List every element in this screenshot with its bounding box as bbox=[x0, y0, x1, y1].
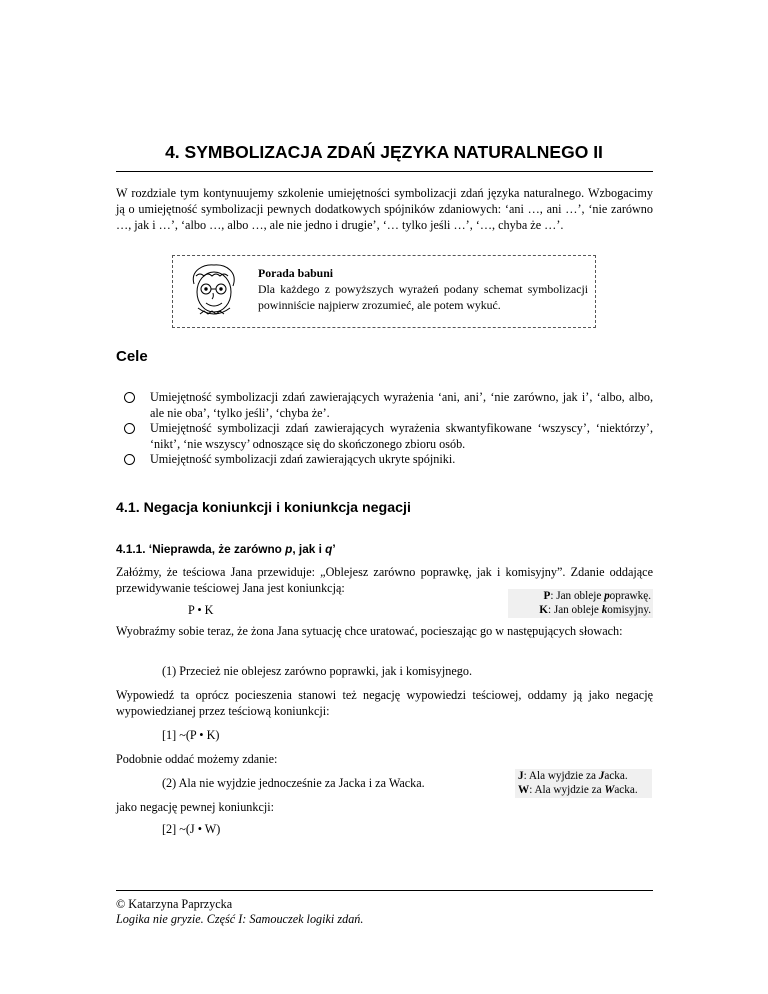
legend-emph: p bbox=[604, 590, 610, 602]
bullet-icon bbox=[124, 423, 135, 434]
legend-emph: k bbox=[601, 603, 608, 616]
legend-key: P bbox=[543, 590, 551, 602]
paragraph-5: jako negację pewnej koniunkcji: bbox=[116, 800, 275, 814]
advice-title: Porada babuni bbox=[258, 266, 334, 280]
chapter-title: 4. SYMBOLIZACJA ZDAŃ JĘZYKA NATURALNEGO II bbox=[165, 142, 603, 162]
section-heading: 4.1. Negacja koniunkcji i koniunkcja negacji bbox=[116, 500, 411, 516]
goal-text: Umiejętność symbolizacji zdań zawierających wyrażenia ‘ani, ani’, ‘nie zarówno, jak i’, ‘albo, albo, ale nie oba’, ‘tylko jeśli’, ‘chyba że’. bbox=[150, 390, 653, 420]
subheading-prefix: 4.1.1. ‘Nieprawda, że zarówno bbox=[116, 542, 286, 556]
bullet-icon bbox=[124, 454, 135, 465]
subheading-suffix: ’ bbox=[332, 542, 336, 556]
legend-text: : Jan obleje bbox=[550, 590, 605, 602]
footer-rule bbox=[116, 890, 653, 891]
example-2: (2) Ala nie wyjdzie jednocześnie za Jacka i za Wacka. bbox=[162, 776, 425, 790]
paragraph-4: Podobnie oddać możemy zdanie: bbox=[116, 752, 278, 766]
paragraph-1: Załóżmy, że teściowa Jana przewiduje: „Oblejesz zarówno poprawkę, jak i komisyjny”. Zdanie oddające przewidywanie teściowej Jana jest koniunkcją: bbox=[116, 565, 653, 595]
title-rule bbox=[116, 171, 653, 172]
legend-text: acka. bbox=[604, 770, 628, 782]
legend-emph: J bbox=[598, 770, 605, 782]
legend-text: oprawkę. bbox=[609, 590, 651, 602]
formula-1: P • K bbox=[188, 603, 214, 617]
legend-text: omisyjny. bbox=[607, 603, 651, 616]
legend-key: W bbox=[518, 783, 530, 796]
legend-emph: W bbox=[604, 783, 615, 796]
legend-key: J bbox=[518, 770, 524, 782]
subheading-p: p bbox=[285, 542, 293, 556]
advice-text: Dla każdego z powyższych wyrażeń podany schemat symbolizacji powinniście najpierw zrozumieć, ale potem wykuć. bbox=[258, 282, 588, 312]
grandma-icon bbox=[186, 262, 241, 320]
legend-2 bbox=[515, 769, 652, 798]
legend-text: : Jan obleje bbox=[547, 603, 602, 616]
subheading-mid: , jak i bbox=[292, 542, 326, 556]
bullet-icon bbox=[124, 392, 135, 403]
subheading-q: q bbox=[325, 542, 333, 556]
goals-heading: Cele bbox=[116, 348, 148, 365]
legend-text: acka. bbox=[614, 783, 638, 796]
goal-text: Umiejętność symbolizacji zdań zawierających wyrażenia skwantyfikowane ‘wszyscy’, ‘niektórzy’, ‘nikt’, ‘nie wszyscy’ odnoszące się do skończonego zbioru osób. bbox=[150, 421, 653, 451]
intro-paragraph: W rozdziale tym kontynuujemy szkolenie umiejętności symbolizacji zdań języka naturalnego. Wzbogacimy ją o umiejętność symbolizacji pewnych dodatkowych spójników zdaniowych: ‘ani …, ani …’, ‘nie zarówno …, jak i …’, ‘albo …, albo …, ale nie jedno i drugie’, ‘… tylko jeśli …’, ‘…, chyba że …’. bbox=[116, 186, 653, 232]
example-1: (1) Przecież nie oblejesz zarówno poprawki, jak i komisyjnego. bbox=[162, 664, 473, 678]
footer-book-title: Logika nie gryzie. Część I: Samouczek logiki zdań. bbox=[116, 912, 364, 926]
legend-text: : Ala wyjdzie za bbox=[529, 783, 605, 796]
paragraph-2: Wyobraźmy sobie teraz, że żona Jana sytuację chce uratować, pocieszając go w następujących słowach: bbox=[116, 624, 623, 638]
formula-3: [2] ~(J • W) bbox=[162, 822, 221, 836]
legend-1 bbox=[508, 589, 653, 618]
legend-key: K bbox=[539, 603, 548, 616]
goal-text: Umiejętność symbolizacji zdań zawierających ukryte spójniki. bbox=[150, 452, 456, 466]
legend-text: : Ala wyjdzie za bbox=[523, 770, 599, 782]
formula-2: [1] ~(P • K) bbox=[162, 728, 220, 742]
subsection-heading bbox=[116, 542, 336, 556]
paragraph-3: Wypowiedź ta oprócz pocieszenia stanowi też negację wypowiedzi teściowej, oddamy ją jako negację wypowiedzianej przez teściową koniunkcji: bbox=[116, 688, 653, 718]
footer-copyright: © Katarzyna Paprzycka bbox=[116, 897, 233, 911]
